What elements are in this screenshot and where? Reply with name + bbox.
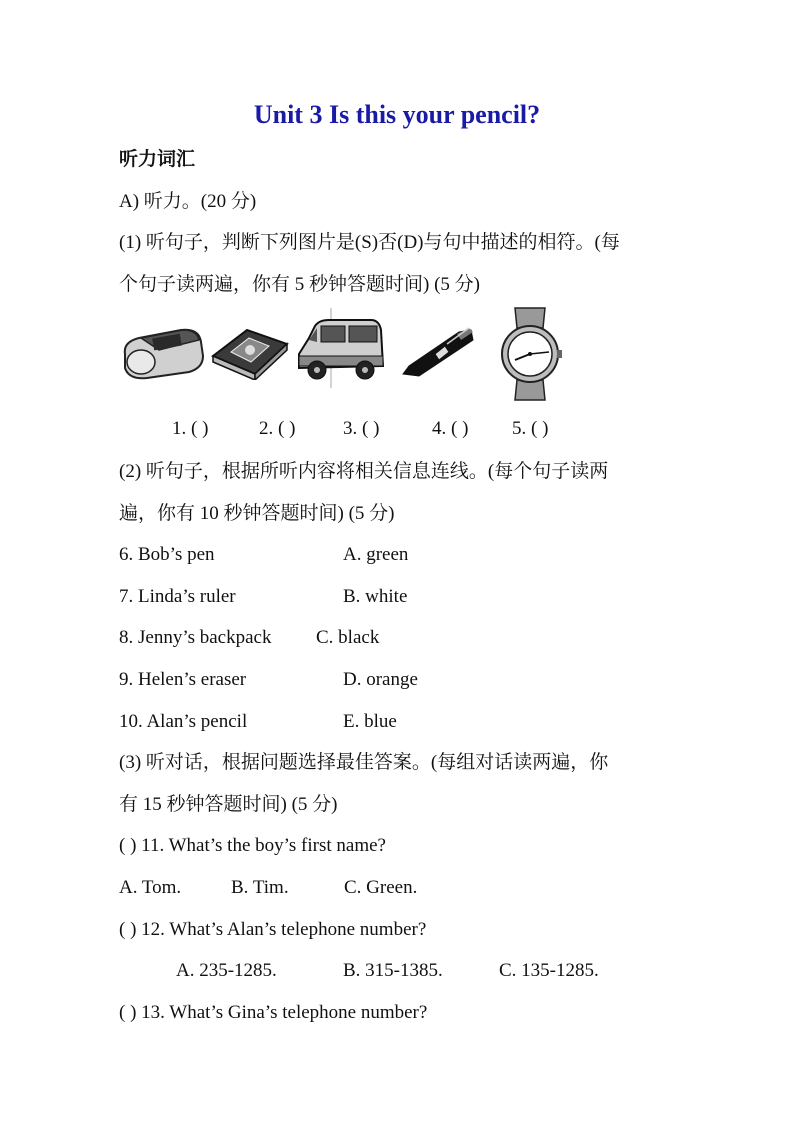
option-a[interactable]: A. 235-1285. (176, 960, 277, 981)
question-11: ( ) 11. What’s the boy’s first name? (119, 835, 386, 856)
car-icon (295, 308, 385, 388)
option-c[interactable]: C. 135-1285. (499, 960, 599, 981)
dictionary-book-icon (209, 322, 291, 380)
answer-bracket[interactable]: 5. ( ) (512, 418, 549, 439)
match-left-item: 9. Helen’s eraser (119, 669, 247, 690)
eraser-icon (119, 324, 205, 382)
q1-instruction-line1: (1) 听句子，判断下列图片是(S)否(D)与句中描述的相符。(每 (119, 232, 620, 253)
q1-instruction-line2: 个句子读两遍，你有 5 秒钟答题时间) (5 分) (119, 274, 480, 295)
section-heading: 听力词汇 (119, 149, 196, 170)
match-right-item: E. blue (343, 711, 397, 732)
q3-instruction-line1: (3) 听对话，根据问题选择最佳答案。(每组对话读两遍，你 (119, 752, 609, 773)
answer-bracket[interactable]: 2. ( ) (259, 418, 296, 439)
answer-bracket[interactable]: 3. ( ) (343, 418, 380, 439)
match-right-item: B. white (343, 586, 408, 607)
picture-row (119, 306, 579, 402)
page-title: Unit 3 Is this your pencil? (253, 100, 541, 129)
option-b[interactable]: B. Tim. (231, 877, 289, 898)
match-left-item: 6. Bob’s pen (119, 544, 215, 565)
match-left-item: 10. Alan’s pencil (119, 711, 248, 732)
watch-icon (499, 306, 563, 402)
question-13: ( ) 13. What’s Gina’s telephone number? (119, 1002, 428, 1023)
match-right-item: D. orange (343, 669, 418, 690)
match-right-item: A. green (343, 544, 409, 565)
answer-bracket[interactable]: 4. ( ) (432, 418, 469, 439)
q2-instruction-line2: 遍，你有 10 秒钟答题时间) (5 分) (119, 503, 395, 524)
q3-instruction-line2: 有 15 秒钟答题时间) (5 分) (119, 794, 338, 815)
match-right-item: C. black (316, 627, 380, 648)
answer-bracket[interactable]: 1. ( ) (172, 418, 209, 439)
match-left-item: 8. Jenny’s backpack (119, 627, 272, 648)
part-a-heading: A) 听力。(20 分) (119, 191, 257, 212)
q2-instruction-line1: (2) 听句子，根据所听内容将相关信息连线。(每个句子读两 (119, 461, 609, 482)
option-a[interactable]: A. Tom. (119, 877, 182, 898)
question-12: ( ) 12. What’s Alan’s telephone number? (119, 919, 427, 940)
option-c[interactable]: C. Green. (344, 877, 418, 898)
pen-icon (399, 324, 479, 380)
option-b[interactable]: B. 315-1385. (343, 960, 443, 981)
match-left-item: 7. Linda’s ruler (119, 586, 236, 607)
